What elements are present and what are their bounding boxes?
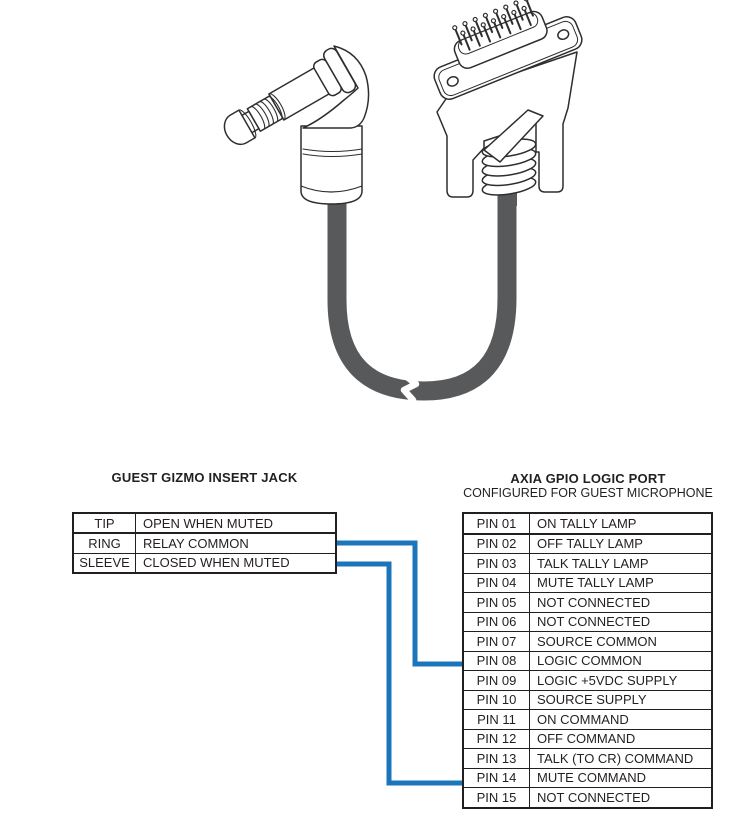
gpio-pin-label-cell: PIN 06	[463, 612, 530, 632]
db15-connector-icon	[419, 0, 585, 206]
gpio-pin-value-cell: LOGIC +5VDC SUPPLY	[530, 671, 713, 691]
gpio-pin-value-cell: LOGIC COMMON	[530, 651, 713, 671]
gpio-pin-row	[463, 573, 712, 593]
gpio-pin-row	[463, 554, 712, 574]
gpio-pin-value-cell: SOURCE COMMON	[530, 632, 713, 652]
gpio-pin-row	[463, 690, 712, 710]
cable-u-shape	[337, 190, 507, 400]
gpio-pin-label-cell: PIN 03	[463, 554, 530, 574]
gpio-pin-value-cell: OFF COMMAND	[530, 729, 713, 749]
gpio-pin-label-cell: PIN 11	[463, 710, 530, 730]
wire-ring-to-pin08	[336, 543, 462, 664]
gpio-pin-label-cell: PIN 02	[463, 534, 530, 554]
gpio-pin-label-cell: PIN 01	[463, 513, 530, 534]
insert-jack-table	[72, 512, 337, 574]
gpio-pin-row	[463, 593, 712, 613]
right-table-title: AXIA GPIO LOGIC PORT	[510, 471, 666, 486]
gpio-pin-row	[463, 671, 712, 691]
jack-pin-label-cell: TIP	[73, 513, 136, 533]
gpio-pin-value-cell: MUTE COMMAND	[530, 768, 713, 788]
gpio-pin-row	[463, 749, 712, 769]
gpio-pin-label-cell: PIN 04	[463, 573, 530, 593]
gpio-pin-label-cell: PIN 07	[463, 632, 530, 652]
gpio-pin-row	[463, 632, 712, 652]
gpio-pin-value-cell: SOURCE SUPPLY	[530, 690, 713, 710]
gpio-pin-value-cell: TALK TALLY LAMP	[530, 554, 713, 574]
wire-sleeve-to-pin14	[336, 564, 462, 783]
gpio-pin-value-cell: MUTE TALLY LAMP	[530, 573, 713, 593]
connection-wires	[336, 543, 462, 783]
gpio-pin-row	[463, 768, 712, 788]
gpio-pin-row	[463, 513, 712, 534]
gpio-pin-value-cell: ON TALLY LAMP	[530, 513, 713, 534]
jack-pin-value-cell: RELAY COMMON	[136, 533, 337, 553]
gpio-pin-row	[463, 788, 712, 808]
right-table-subtitle: CONFIGURED FOR GUEST MICROPHONE	[463, 485, 713, 500]
gpio-pin-row	[463, 651, 712, 671]
gpio-pin-value-cell: ON COMMAND	[530, 710, 713, 730]
gpio-pin-label-cell: PIN 13	[463, 749, 530, 769]
gpio-pin-value-cell: NOT CONNECTED	[530, 593, 713, 613]
gpio-pin-label-cell: PIN 05	[463, 593, 530, 613]
gpio-pin-value-cell: TALK (TO CR) COMMAND	[530, 749, 713, 769]
gpio-pin-row	[463, 612, 712, 632]
gpio-pin-label-cell: PIN 14	[463, 768, 530, 788]
jack-pin-label-cell: RING	[73, 533, 136, 553]
gpio-pin-row	[463, 710, 712, 730]
jack-pin-row	[73, 513, 336, 533]
gpio-pin-row	[463, 729, 712, 749]
gpio-pin-row	[463, 534, 712, 554]
jack-pin-value-cell: CLOSED WHEN MUTED	[136, 553, 337, 573]
gpio-pin-label-cell: PIN 15	[463, 788, 530, 808]
gpio-pin-value-cell: NOT CONNECTED	[530, 788, 713, 808]
left-table-title: GUEST GIZMO INSERT JACK	[111, 470, 298, 485]
cable-path	[337, 190, 507, 391]
gpio-port-table	[462, 512, 713, 809]
gpio-pin-value-cell: NOT CONNECTED	[530, 612, 713, 632]
jack-pin-label-cell: SLEEVE	[73, 553, 136, 573]
trs-plug-icon	[215, 46, 369, 204]
gpio-pin-label-cell: PIN 08	[463, 651, 530, 671]
jack-pin-value-cell: OPEN WHEN MUTED	[136, 513, 337, 533]
gpio-pin-label-cell: PIN 10	[463, 690, 530, 710]
gpio-pin-value-cell: OFF TALLY LAMP	[530, 534, 713, 554]
jack-pin-row	[73, 553, 336, 573]
jack-pin-row	[73, 533, 336, 553]
gpio-pin-label-cell: PIN 12	[463, 729, 530, 749]
gpio-pin-label-cell: PIN 09	[463, 671, 530, 691]
